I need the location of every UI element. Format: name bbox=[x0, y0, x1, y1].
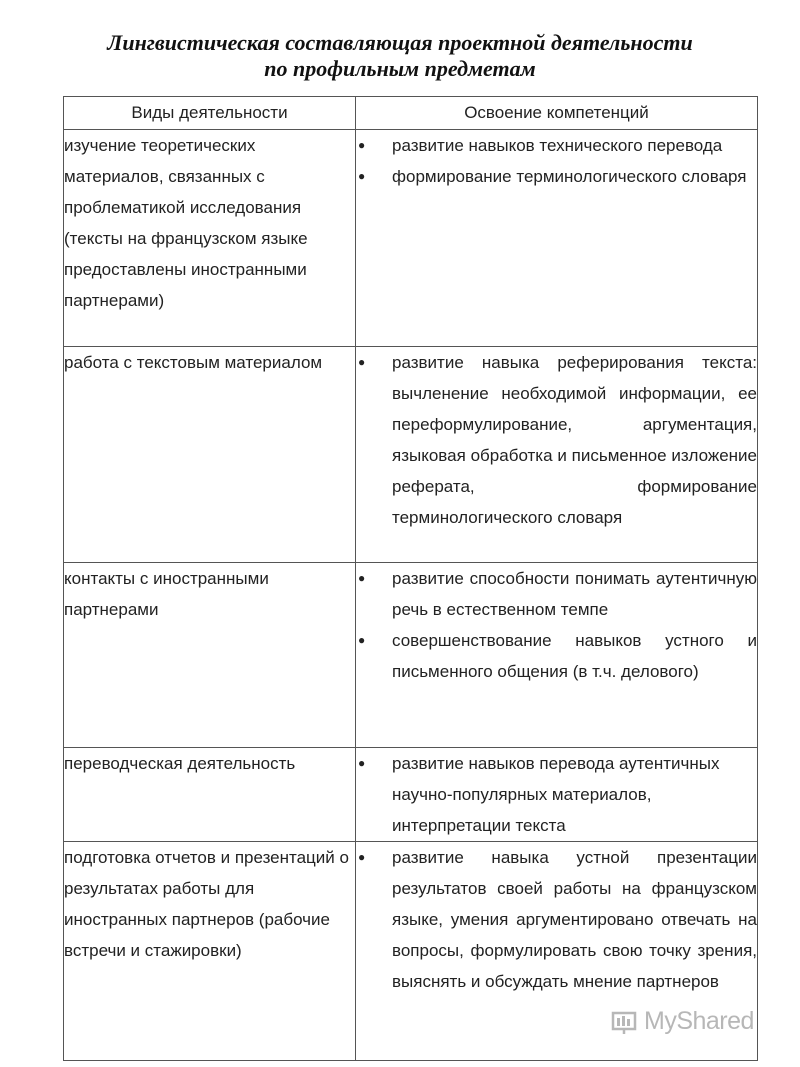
competency-text: формирование терминологического словаря bbox=[392, 167, 747, 186]
table-row bbox=[64, 347, 758, 563]
myshared-logo-icon bbox=[611, 1007, 641, 1035]
competency-item bbox=[356, 563, 757, 625]
title-line-1: Лингвистическая составляющая проектной деятельности bbox=[107, 30, 693, 55]
competency-item bbox=[356, 625, 757, 687]
table-row bbox=[64, 563, 758, 748]
competency-text: совершенствование навыков устного и письменного общения (в т.ч. делового) bbox=[392, 631, 757, 681]
competencies-table bbox=[63, 96, 758, 1061]
competency-list bbox=[356, 748, 757, 841]
myshared-watermark[interactable] bbox=[611, 1003, 771, 1039]
competency-list bbox=[356, 563, 757, 687]
competency-item bbox=[356, 842, 757, 997]
competency-list bbox=[356, 347, 757, 533]
competencies-cell bbox=[356, 130, 758, 347]
competency-text: развитие навыков технического перевода bbox=[392, 136, 723, 155]
bullet-icon: ● bbox=[358, 633, 366, 647]
bullet-icon: ● bbox=[358, 571, 366, 585]
competency-text: развитие навыка реферирования текста: вычленение необходимой информации, ее переформулирование, аргументация, языковая обработка и письменное изложение реферата, формирование терминологического словаря bbox=[392, 353, 757, 527]
competency-text: развитие навыков перевода аутентичных научно-популярных материалов, интерпретации текста bbox=[392, 754, 720, 835]
header-competencies: Освоение компетенций bbox=[356, 97, 758, 130]
activity-cell: работа с текстовым материалом bbox=[64, 347, 356, 563]
competency-list bbox=[356, 130, 757, 192]
title-line-2: по профильным предметам bbox=[264, 56, 536, 81]
competency-item bbox=[356, 130, 757, 161]
bullet-icon: ● bbox=[358, 138, 366, 152]
header-activities: Виды деятельности bbox=[64, 97, 356, 130]
competency-list bbox=[356, 842, 757, 997]
competencies-cell bbox=[356, 563, 758, 748]
competency-item bbox=[356, 161, 757, 192]
competency-text: развитие навыка устной презентации результатов своей работы на французском языке, умения аргументировано отвечать на вопросы, формулировать свою точку зрения, выяснять и обсуждать мнение партнеров bbox=[392, 848, 757, 991]
bullet-icon: ● bbox=[358, 850, 366, 864]
bullet-icon: ● bbox=[358, 355, 366, 369]
competencies-cell bbox=[356, 748, 758, 842]
bullet-icon: ● bbox=[358, 756, 366, 770]
activity-cell: подготовка отчетов и презентаций о результатах работы для иностранных партнеров (рабочие встречи и стажировки) bbox=[64, 842, 356, 1061]
competency-item bbox=[356, 347, 757, 533]
activity-cell: изучение теоретических материалов, связанных с проблематикой исследования (тексты на французском языке предоставлены иностранными партнерами) bbox=[64, 130, 356, 347]
bullet-icon: ● bbox=[358, 169, 366, 183]
competency-text: развитие способности понимать аутентичную речь в естественном темпе bbox=[392, 569, 757, 619]
watermark-text: MyShared bbox=[644, 1006, 754, 1035]
competencies-cell bbox=[356, 347, 758, 563]
activity-cell: переводческая деятельность bbox=[64, 748, 356, 842]
table-row bbox=[64, 130, 758, 347]
table-row bbox=[64, 748, 758, 842]
activity-cell: контакты с иностранными партнерами bbox=[64, 563, 356, 748]
table-header-row bbox=[64, 97, 758, 130]
document-title bbox=[0, 30, 800, 82]
competency-item bbox=[356, 748, 757, 841]
